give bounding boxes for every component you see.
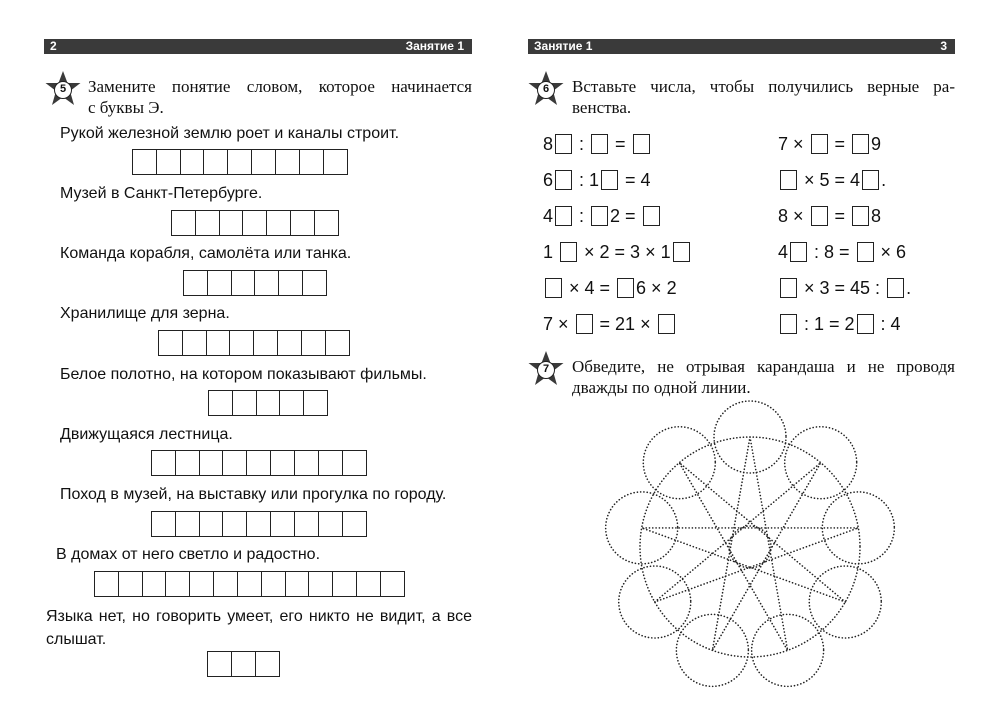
answer-box[interactable] (811, 134, 828, 154)
letter-box[interactable] (94, 571, 119, 597)
answer-box[interactable] (576, 314, 593, 334)
letter-box[interactable] (342, 511, 367, 537)
equation-row (778, 169, 886, 191)
answer-box[interactable] (780, 314, 797, 334)
task-5-instruction (88, 76, 472, 118)
equation-text: 8 × (778, 206, 809, 226)
letter-box[interactable] (175, 450, 200, 476)
letter-box[interactable] (318, 511, 343, 537)
letter-box[interactable] (118, 571, 143, 597)
letter-box[interactable] (294, 450, 319, 476)
letter-box[interactable] (256, 390, 281, 416)
equation-text: : 4 (875, 314, 901, 334)
letter-box[interactable] (206, 330, 231, 356)
task-7-instruction (572, 356, 955, 398)
equation-row (543, 133, 652, 155)
equation-text: = (610, 134, 631, 154)
answer-box[interactable] (780, 278, 797, 298)
answer-box[interactable] (887, 278, 904, 298)
letter-box[interactable] (231, 270, 256, 296)
equation-text: 8 (543, 134, 554, 154)
answer-boxes-5[interactable] (208, 390, 328, 416)
letter-box[interactable] (278, 270, 303, 296)
right-lesson-title: Занятие 1 (534, 39, 593, 53)
left-page-number: 2 (50, 39, 57, 53)
letter-box[interactable] (199, 450, 224, 476)
equation-text: 6 (543, 170, 554, 190)
answer-box[interactable] (862, 170, 879, 190)
letter-box[interactable] (301, 330, 326, 356)
letter-box[interactable] (299, 149, 324, 175)
equation-text: = (829, 134, 851, 154)
answer-box[interactable] (658, 314, 675, 334)
letter-box[interactable] (182, 330, 207, 356)
equation-text: × 6 (875, 242, 907, 262)
letter-box[interactable] (232, 390, 257, 416)
task-5-instruction-line2: с буквы Э. (88, 98, 164, 117)
letter-box[interactable] (132, 149, 157, 175)
letter-box[interactable] (180, 149, 205, 175)
clue-9: Языка нет, но говорить умеет, его никто не видит, а все слышат. (46, 608, 472, 648)
letter-box[interactable] (156, 149, 181, 175)
letter-box[interactable] (261, 571, 286, 597)
clue-8: В домах от него светло и радостно. (56, 546, 321, 563)
letter-box[interactable] (207, 651, 232, 677)
letter-box[interactable] (207, 270, 232, 296)
clue-7: Поход в музей, на выставку или прогулка по городу. (60, 486, 447, 503)
answer-box[interactable] (790, 242, 807, 262)
answer-box[interactable] (555, 170, 572, 190)
letter-box[interactable] (303, 390, 328, 416)
answer-box[interactable] (857, 242, 874, 262)
equation-text: . (881, 170, 887, 190)
letter-box[interactable] (251, 149, 276, 175)
letter-box[interactable] (242, 210, 267, 236)
letter-box[interactable] (151, 450, 176, 476)
clue-6: Движущаяся лестница. (60, 426, 233, 443)
equation-text: = 4 (620, 170, 651, 190)
answer-boxes-6[interactable] (151, 450, 367, 476)
equation-text: . (906, 278, 912, 298)
letter-box[interactable] (183, 270, 208, 296)
equation-text: × 2 = 3 × 1 (579, 242, 671, 262)
letter-box[interactable] (231, 651, 256, 677)
letter-box[interactable] (270, 450, 295, 476)
answer-box[interactable] (780, 170, 797, 190)
answer-box[interactable] (643, 206, 660, 226)
letter-box[interactable] (290, 210, 315, 236)
task-7-number: 7 (542, 363, 550, 375)
clue-4: Хранилище для зерна. (60, 305, 230, 322)
letter-box[interactable] (199, 511, 224, 537)
answer-boxes-9[interactable] (207, 651, 280, 677)
equation-row (543, 313, 677, 335)
letter-box[interactable] (246, 511, 271, 537)
answer-box[interactable] (857, 314, 874, 334)
answer-boxes-4[interactable] (158, 330, 350, 356)
answer-box[interactable] (545, 278, 562, 298)
right-page-header (528, 39, 955, 54)
letter-box[interactable] (380, 571, 405, 597)
letter-box[interactable] (294, 511, 319, 537)
answer-boxes-8[interactable] (94, 571, 405, 597)
letter-box[interactable] (323, 149, 348, 175)
petal-circle (606, 492, 678, 564)
equation-text: = (829, 206, 851, 226)
equation-text: 6 × 2 (636, 278, 677, 298)
task-6-instruction-line1: Вставьте числа, чтобы получились верные ра- (572, 77, 955, 96)
equation-text: 2 = (610, 206, 641, 226)
right-page-number: 3 (940, 39, 947, 53)
letter-box[interactable] (222, 450, 247, 476)
letter-box[interactable] (318, 450, 343, 476)
clue-3: Команда корабля, самолёта или танка. (60, 245, 352, 262)
letter-box[interactable] (208, 390, 233, 416)
equation-text: : 1 (574, 170, 600, 190)
equation-text: : (574, 206, 590, 226)
answer-boxes-3[interactable] (183, 270, 327, 296)
letter-box[interactable] (356, 571, 381, 597)
equation-row (778, 133, 881, 155)
letter-box[interactable] (302, 270, 327, 296)
letter-box[interactable] (203, 149, 228, 175)
equation-text: × 5 = 4 (799, 170, 861, 190)
equation-row (778, 313, 901, 335)
dotted-star-figure[interactable] (600, 398, 900, 696)
petal-circle (752, 614, 824, 686)
letter-box[interactable] (279, 390, 304, 416)
answer-boxes-7[interactable] (151, 511, 367, 537)
equation-text: : (574, 134, 590, 154)
letter-box[interactable] (222, 511, 247, 537)
equation-text: 7 × (543, 314, 574, 334)
center-circle (729, 526, 771, 568)
answer-box[interactable] (555, 206, 572, 226)
task-7-instruction-line1: Обведите, не отрывая карандаша и не проводя (572, 357, 955, 376)
equation-row (543, 241, 692, 263)
letter-box[interactable] (325, 330, 350, 356)
equation-row (543, 169, 651, 191)
letter-box[interactable] (332, 571, 357, 597)
task-5-instruction-line1: Замените понятие словом, которое начинается (88, 77, 472, 96)
left-lesson-title: Занятие 1 (405, 39, 464, 53)
equation-row (543, 277, 677, 299)
letter-box[interactable] (229, 330, 254, 356)
letter-box[interactable] (285, 571, 310, 597)
letter-box[interactable] (165, 571, 190, 597)
letter-box[interactable] (342, 450, 367, 476)
equation-row (543, 205, 662, 227)
equation-text: 8 (871, 206, 882, 226)
answer-boxes-2[interactable] (171, 210, 339, 236)
equation-text: 9 (871, 134, 882, 154)
answer-box[interactable] (633, 134, 650, 154)
equation-text: 7 × (778, 134, 809, 154)
petal-circle (822, 492, 894, 564)
equation-text: : 1 = 2 (799, 314, 855, 334)
letter-box[interactable] (189, 571, 214, 597)
answer-box[interactable] (811, 206, 828, 226)
letter-box[interactable] (213, 571, 238, 597)
clue-1: Рукой железной землю роет и каналы строит. (60, 125, 400, 142)
letter-box[interactable] (275, 149, 300, 175)
equation-text: × 4 = (564, 278, 616, 298)
equation-text: : 8 = (809, 242, 855, 262)
equation-text: = 21 × (594, 314, 656, 334)
equation-text: 4 (543, 206, 554, 226)
clue-2: Музей в Санкт-Петербурге. (60, 185, 263, 202)
letter-box[interactable] (277, 330, 302, 356)
answer-box[interactable] (852, 134, 869, 154)
equation-row (778, 241, 906, 263)
letter-box[interactable] (227, 149, 252, 175)
equation-row (778, 205, 881, 227)
answer-box[interactable] (673, 242, 690, 262)
letter-box[interactable] (142, 571, 167, 597)
petal-circle (643, 427, 715, 499)
left-page-header (44, 39, 472, 54)
equation-text: 1 (543, 242, 559, 262)
letter-box[interactable] (253, 330, 278, 356)
equation-text: × 3 = 45 : (799, 278, 886, 298)
equation-text: 4 (778, 242, 789, 262)
task-6-instruction (572, 76, 955, 118)
clue-5: Белое полотно, на котором показывают фильмы. (60, 366, 427, 383)
task-6-number: 6 (542, 83, 550, 95)
letter-box[interactable] (254, 270, 279, 296)
letter-box[interactable] (246, 450, 271, 476)
letter-box[interactable] (308, 571, 333, 597)
task-6-instruction-line2: венства. (572, 98, 632, 117)
answer-box[interactable] (555, 134, 572, 154)
letter-box[interactable] (255, 651, 280, 677)
answer-boxes-1[interactable] (132, 149, 348, 175)
answer-box[interactable] (591, 134, 608, 154)
answer-box[interactable] (852, 206, 869, 226)
task-7-instruction-line2: дважды по одной линии. (572, 378, 751, 397)
letter-box[interactable] (266, 210, 291, 236)
answer-box[interactable] (591, 206, 608, 226)
answer-box[interactable] (617, 278, 634, 298)
equation-row (778, 277, 911, 299)
letter-box[interactable] (237, 571, 262, 597)
task-5-number: 5 (59, 83, 67, 95)
letter-box[interactable] (151, 511, 176, 537)
letter-box[interactable] (171, 210, 196, 236)
answer-box[interactable] (560, 242, 577, 262)
letter-box[interactable] (219, 210, 244, 236)
answer-box[interactable] (601, 170, 618, 190)
letter-box[interactable] (314, 210, 339, 236)
letter-box[interactable] (270, 511, 295, 537)
letter-box[interactable] (175, 511, 200, 537)
letter-box[interactable] (195, 210, 220, 236)
letter-box[interactable] (158, 330, 183, 356)
